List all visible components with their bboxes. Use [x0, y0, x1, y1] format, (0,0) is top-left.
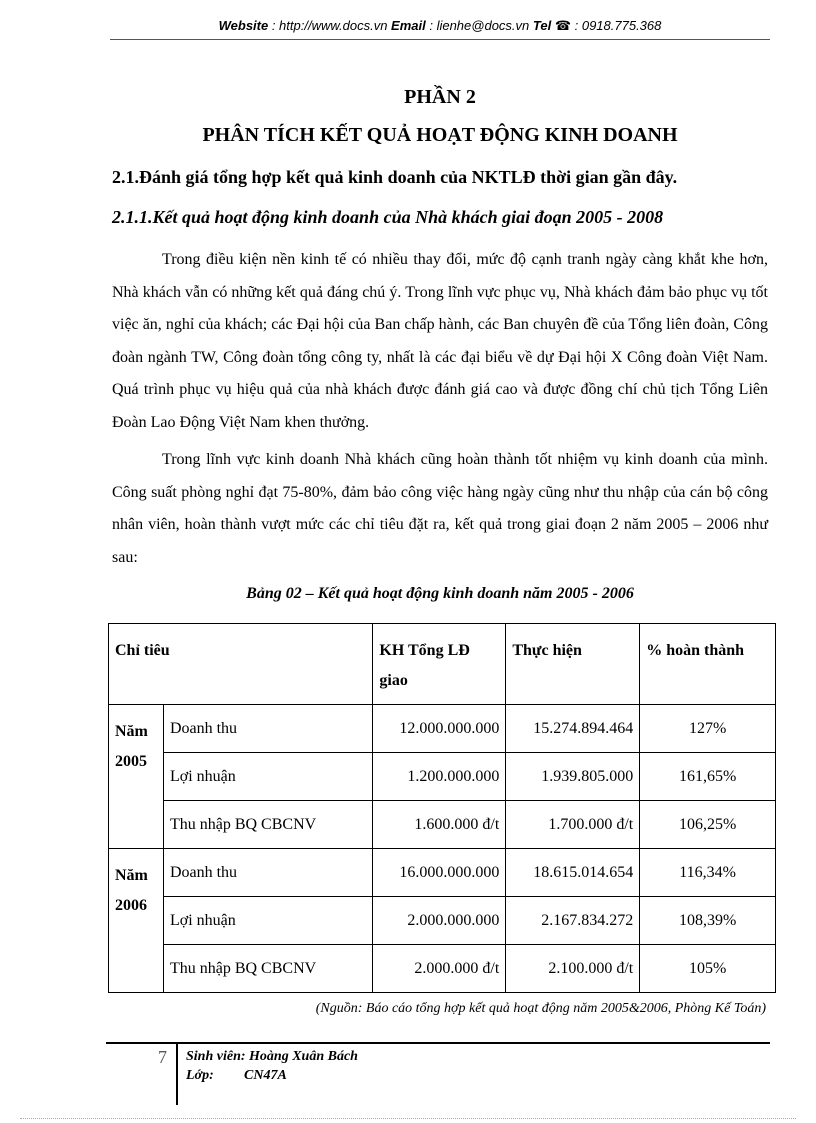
table-row — [109, 753, 776, 801]
table-row — [109, 705, 776, 753]
page-bottom-border — [20, 1118, 796, 1119]
header-percent: % hoàn thành — [640, 624, 776, 705]
header-actual: Thực hiện — [506, 624, 640, 705]
header-indicator: Chỉ tiêu — [109, 624, 373, 705]
results-table — [108, 623, 776, 993]
plan-value: 2.000.000.000 — [373, 897, 506, 945]
page-header — [110, 18, 770, 34]
class-label: Lớp: — [186, 1068, 214, 1083]
row-label: Lợi nhuận — [163, 897, 372, 945]
paragraph-1: Trong điều kiện nền kinh tế có nhiều thay đổi, mức độ cạnh tranh ngày càng khắt khe hơn, Nhà khách vẫn có những kết quả đáng chú ý. Trong lĩnh vực phục vụ, Nhà khách đảm bảo phục vụ tốt việc ăn, nghỉ của khách; các Đại hội của Ban chấp hành, các Ban chuyên đề của Tổng liên đoàn, Công đoàn ngành TW, Công đoàn tổng công ty, nhất là các đại biểu về dự Đại hội X Công đoàn Việt Nam. Quá trình phục vụ hiệu quả của nhà khách được đánh giá cao và được đồng chí chủ tịch Tổng Liên Đoàn Lao Động Việt Nam khen thưởng. — [112, 251, 768, 431]
footer-divider — [106, 1042, 770, 1044]
table-caption: Bảng 02 – Kết quả hoạt động kinh doanh năm 2005 - 2006 — [246, 585, 634, 602]
email-label: Email — [391, 18, 426, 33]
plan-value: 12.000.000.000 — [373, 705, 506, 753]
percent-value: 161,65% — [640, 753, 776, 801]
table-row — [109, 945, 776, 993]
actual-value: 1.700.000 đ/t — [506, 801, 640, 849]
chapter-title: PHÂN TÍCH KẾT QUẢ HOẠT ĐỘNG KINH DOANH — [202, 124, 678, 146]
table-header-row — [109, 624, 776, 705]
table-source-note: (Nguồn: Báo cáo tổng hợp kết quả hoạt động năm 2005&2006, Phòng Kế Toán) — [315, 1001, 766, 1016]
year-2006: Năm 2006 — [109, 849, 164, 993]
page-number: 7 — [158, 1047, 167, 1067]
class-value: CN47A — [244, 1068, 287, 1083]
part-heading: PHẦN 2 — [404, 86, 476, 108]
actual-value: 15.274.894.464 — [506, 705, 640, 753]
row-label: Lợi nhuận — [163, 753, 372, 801]
percent-value: 127% — [640, 705, 776, 753]
percent-value: 116,34% — [640, 849, 776, 897]
subsection-heading: 2.1.1.Kết quả hoạt động kinh doanh của Nhà khách giai đoạn 2005 - 2008 — [112, 207, 664, 227]
year-2005: Năm 2005 — [109, 705, 164, 849]
percent-value: 106,25% — [640, 801, 776, 849]
actual-value: 2.100.000 đ/t — [506, 945, 640, 993]
actual-value: 2.167.834.272 — [506, 897, 640, 945]
row-label: Doanh thu — [163, 705, 372, 753]
row-label: Thu nhập BQ CBCNV — [163, 945, 372, 993]
table-row — [109, 849, 776, 897]
table-row — [109, 897, 776, 945]
row-label: Thu nhập BQ CBCNV — [163, 801, 372, 849]
row-label: Doanh thu — [163, 849, 372, 897]
header-divider — [110, 39, 770, 40]
website-label: Website — [218, 18, 269, 33]
footer-vertical-divider — [176, 1043, 178, 1105]
table-row — [109, 801, 776, 849]
student-name: Hoàng Xuân Bách — [249, 1049, 358, 1064]
tel-value: ☎ : 0918.775.368 — [551, 18, 662, 33]
email-value: : lienhe@docs.vn — [425, 18, 533, 33]
percent-value: 108,39% — [640, 897, 776, 945]
student-label: Sinh viên: — [186, 1049, 246, 1064]
percent-value: 105% — [640, 945, 776, 993]
paragraph-2: Trong lĩnh vực kinh doanh Nhà khách cũng hoàn thành tốt nhiệm vụ kinh doanh của mình. Công suất phòng nghỉ đạt 75-80%, đảm bảo công việc hàng ngày cũng như thu nhập của cán bộ công nhân viên, hoàn thành vượt mức các chỉ tiêu đặt ra, kết quả trong giai đoạn 2 năm 2005 – 2006 như sau: — [112, 451, 768, 566]
plan-value: 2.000.000 đ/t — [373, 945, 506, 993]
section-heading: 2.1.Đánh giá tổng hợp kết quả kinh doanh của NKTLĐ thời gian gần đây. — [112, 167, 678, 187]
website-value: : http://www.docs.vn — [268, 18, 392, 33]
tel-label: Tel — [532, 18, 552, 33]
plan-value: 16.000.000.000 — [373, 849, 506, 897]
footer-student-info — [186, 1047, 358, 1085]
plan-value: 1.600.000 đ/t — [373, 801, 506, 849]
actual-value: 18.615.014.654 — [506, 849, 640, 897]
actual-value: 1.939.805.000 — [506, 753, 640, 801]
plan-value: 1.200.000.000 — [373, 753, 506, 801]
header-plan: KH Tổng LĐ giao — [373, 624, 506, 705]
